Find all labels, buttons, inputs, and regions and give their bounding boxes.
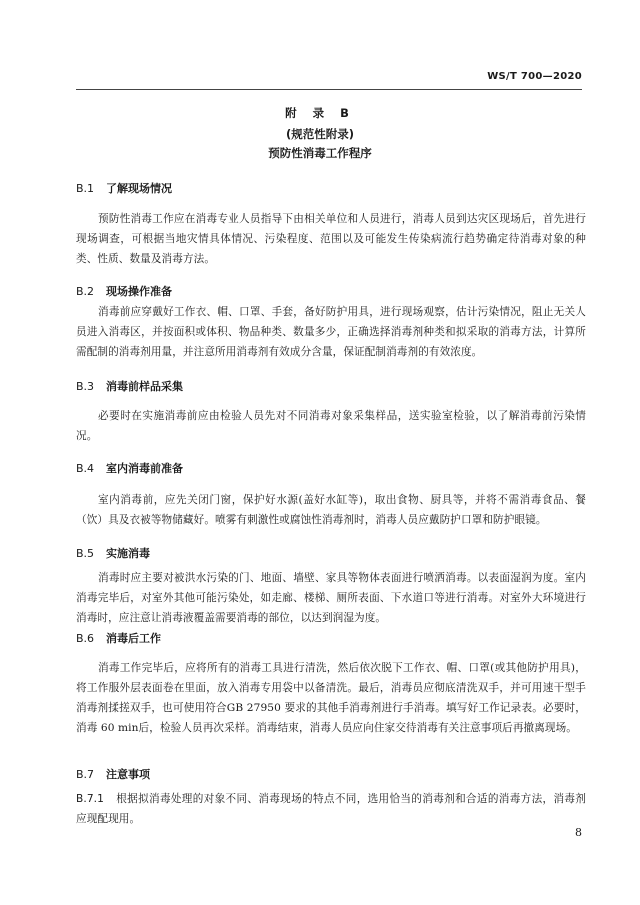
document-code: WS/T 700—2020: [487, 71, 582, 82]
section-heading-b3: [76, 378, 183, 394]
section-number: B.1: [76, 182, 95, 195]
appendix-label: 附 录 B: [285, 106, 355, 120]
section-number: B.3: [76, 380, 95, 393]
section-body-b6: 消毒工作完毕后，应将所有的消毒工具进行清洗，然后依次脱下工作衣、帽、口罩(或其他防护用具)，将工作服外层表面卷在里面，放入消毒专用袋中以备清洗。最后，消毒员应彻底清洗双手，并可用速干型手消毒剂揉搓双手，也可使用符合GB 27950 要求的其他手消毒剂进行手消毒。填写好工作记录表。必要时，消毒 60 min后，检验人员再次采样。消毒结束，消毒人员应向住家交待消毒有关注意事项后再撤离现场。: [76, 662, 586, 734]
section-heading-b2: [76, 283, 172, 299]
section-heading-b6: [76, 630, 161, 646]
section-number: B.7: [76, 768, 95, 781]
appendix-type: (规范性附录): [285, 127, 354, 141]
section-heading-b1: [76, 180, 172, 196]
section-heading-b7: [76, 766, 150, 782]
section-body-b4: 室内消毒前，应先关闭门窗，保护好水源(盖好水缸等)，取出食物、厨具等，并将不需消毒食品、餐（饮）具及衣被等物储藏好。喷雾有刺激性或腐蚀性消毒剂时，消毒人员应戴防护口罩和防护眼镜。: [76, 494, 586, 526]
section-number: B.2: [76, 285, 95, 298]
section-number: B.5: [76, 547, 95, 560]
section-body-b5: 消毒时应主要对被洪水污染的门、地面、墙壁、家具等物体表面进行喷洒消毒。以表面湿润为度。室内消毒完毕后，对室外其他可能污染处，如走廊、楼梯、厕所表面、下水道口等进行消毒。对室外大环境进行消毒时，应注意让消毒液覆盖需要消毒的部位，以达到润湿为度。: [76, 572, 586, 624]
header-rule: [76, 89, 582, 90]
section-number: B.6: [76, 632, 95, 645]
clause-number: B.7.1: [76, 793, 104, 805]
section-body-b1: 预防性消毒工作应在消毒专业人员指导下由相关单位和人员进行，消毒人员到达灾区现场后，首先进行现场调查，可根据当地灾情具体情况、污染程度、范围以及可能发生传染病流行趋势确定待消毒对象的种类、性质、数量及消毒方法。: [76, 213, 586, 265]
page-number: 8: [575, 826, 582, 839]
section-title: 消毒后工作: [106, 632, 161, 645]
section-title: 现场操作准备: [106, 285, 172, 298]
appendix-title: 预防性消毒工作程序: [268, 146, 372, 160]
section-title: 消毒前样品采集: [106, 380, 183, 393]
section-body-b3: 必要时在实施消毒前应由检验人员先对不同消毒对象采集样品，送实验室检验，以了解消毒前污染情况。: [76, 410, 586, 442]
section-heading-b5: [76, 545, 150, 561]
section-title: 室内消毒前准备: [106, 462, 183, 475]
clause-b7-1: [76, 789, 586, 829]
section-title: 实施消毒: [106, 547, 150, 560]
section-body-b2: 消毒前应穿戴好工作衣、帽、口罩、手套，备好防护用具，进行现场观察，估计污染情况，阻止无关人员进入消毒区，并按面积或体积、物品种类、数量多少，正确选择消毒剂种类和拟采取的消毒方法，计算所需配制的消毒剂用量，并注意所用消毒剂有效成分含量，保证配制消毒剂的有效浓度。: [76, 306, 586, 358]
section-title: 注意事项: [106, 768, 150, 781]
section-title: 了解现场情况: [106, 182, 172, 195]
section-heading-b4: [76, 460, 183, 476]
clause-text: 根据拟消毒处理的对象不同、消毒现场的特点不同，选用恰当的消毒剂和合适的消毒方法，消毒剂应现配现用。: [76, 793, 586, 825]
section-number: B.4: [76, 462, 95, 475]
